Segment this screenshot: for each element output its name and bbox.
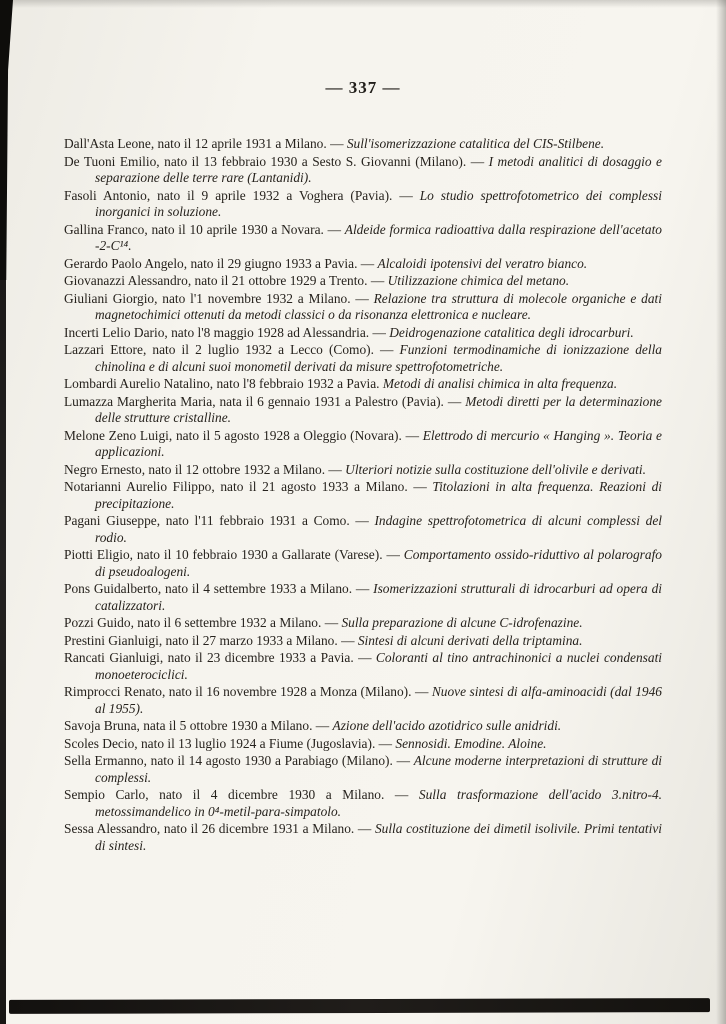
entry-lead: Pozzi Guido, nato il 6 settembre 1932 a Milano. — [64, 615, 342, 630]
entry-title: Alcune moderne interpretazioni di strutture di complessi. [95, 753, 662, 785]
entry [64, 428, 662, 461]
entry-title: Azione dell'acido azotidrico sulle anidridi. [332, 718, 562, 733]
entry [64, 222, 662, 255]
scan-left-corner-mark [0, 0, 13, 280]
entry [64, 342, 662, 375]
entry-lead: Sessa Alessandro, nato il 26 dicembre 1931 a Milano. — [64, 821, 375, 836]
entry-list [64, 136, 662, 855]
entry-lead: Piotti Eligio, nato il 10 febbraio 1930 a Gallarate (Varese). — [64, 547, 404, 562]
entry-title: Sintesi di alcuni derivati della triptamina. [357, 632, 583, 648]
entry-lead: Rancati Gianluigi, nato il 23 dicembre 1933 a Pavia. — [64, 650, 376, 665]
entry-title: Sulla preparazione di alcune C-idrofenazine. [341, 615, 583, 630]
entry-title: Alcaloidi ipotensivi del veratro bianco. [377, 255, 588, 271]
entry [64, 376, 662, 393]
entry-title: Nuove sintesi di alfa-aminoacidi (dal 1946 al 1955). [95, 684, 662, 716]
entry [64, 394, 662, 427]
scan-bottom-band [9, 998, 710, 1014]
entry [64, 547, 662, 580]
entry-lead: Scoles Decio, nato il 13 luglio 1924 a Fiume (Jugoslavia). — [64, 735, 396, 751]
entry [64, 650, 662, 683]
entry [64, 684, 662, 717]
entry [64, 633, 662, 650]
entry [64, 256, 662, 273]
entry-title: Sull'isomerizzazione catalitica del CIS-Stilbene. [346, 136, 605, 151]
entry-lead: Sempio Carlo, nato il 4 dicembre 1930 a Milano. — [64, 787, 419, 802]
entry-lead: Pagani Giuseppe, nato l'11 febbraio 1931 a Como. — [64, 513, 375, 528]
entry-lead: Pons Guidalberto, nato il 4 settembre 1933 a Milano. — [64, 581, 374, 596]
entry [64, 154, 662, 187]
entry-lead: Sella Ermanno, nato il 14 agosto 1930 a Parabiago (Milano). — [64, 753, 414, 768]
entry [64, 821, 662, 854]
entry-title: Utilizzazione chimica del metano. [387, 273, 570, 288]
scan-top-shadow [0, 0, 726, 8]
entry-title: Coloranti al tino antrachinonici a nuclei condensati monoeterociclici. [95, 650, 663, 682]
entry [64, 753, 662, 786]
entry [64, 479, 662, 512]
entry-title: Isomerizzazioni strutturali di idrocarburi ad opera di catalizzatori. [95, 581, 663, 613]
entry-title: Comportamento ossido-riduttivo al polarografo di pseudoalogeni. [95, 547, 662, 579]
entry-lead: Lumazza Margherita Maria, nata il 6 gennaio 1931 a Palestro (Pavia). — [64, 393, 466, 409]
entry-title: Titolazioni in alta frequenza. Reazioni di precipitazione. [95, 479, 662, 511]
entry [64, 736, 662, 753]
entry-lead: Fasoli Antonio, nato il 9 aprile 1932 a Voghera (Pavia). — [64, 187, 420, 203]
entry-title: Sulla costituzione dei dimetil isolivile. Primi tentativi di sintesi. [95, 821, 662, 853]
scan-right-shadow [716, 0, 726, 1024]
entry-title: Elettrodo di mercurio « Hanging ». Teoria e applicazioni. [95, 427, 663, 459]
entry [64, 291, 662, 324]
entry-lead: De Tuoni Emilio, nato il 13 febbraio 1930 a Sesto S. Giovanni (Milano). — [64, 153, 489, 169]
entry-title: Lo studio spettrofotometrico dei complessi inorganici in soluzione. [95, 187, 662, 219]
entry-lead: Melone Zeno Luigi, nato il 5 agosto 1928 a Oleggio (Novara). — [64, 427, 423, 443]
entry-lead: Gerardo Paolo Angelo, nato il 29 giugno 1933 a Pavia. — [64, 255, 378, 271]
entry-lead: Lombardi Aurelio Natalino, nato l'8 febbraio 1932 a Pavia. [64, 376, 383, 391]
entry-lead: Prestini Gianluigi, nato il 27 marzo 1933 a Milano. — [64, 632, 358, 648]
entry-title: Sennosidi. Emodine. Aloine. [395, 735, 547, 751]
entry-lead: Lazzari Ettore, nato il 2 luglio 1932 a Lecco (Como). — [64, 342, 400, 357]
entry-lead: Gallina Franco, nato il 10 aprile 1930 a Novara. — [64, 221, 345, 237]
entry [64, 513, 662, 546]
entry-lead: Negro Ernesto, nato il 12 ottobre 1932 a Milano. — [64, 461, 346, 477]
entry-lead: Incerti Lelio Dario, nato l'8 maggio 1928 ad Alessandria. — [64, 324, 390, 340]
entry-lead: Savoja Bruna, nata il 5 ottobre 1930 a Milano. — [64, 718, 333, 733]
entry-lead: Giovanazzi Alessandro, nato il 21 ottobre 1929 a Trento. — [64, 273, 388, 288]
entry [64, 718, 662, 735]
entry [64, 325, 662, 342]
entry-title: Relazione tra struttura di molecole organiche e dati magnetochimici ottenuti da metodi classici o da risonanza elettronica e nucleare. [95, 290, 662, 322]
entry-title: Funzioni termodinamiche di ionizzazione della chinolina e di alcuni suoi monometil derivati da misure spettrofotometriche. [95, 342, 662, 374]
entry-lead: Notarianni Aurelio Filippo, nato il 21 agosto 1933 a Milano. — [64, 479, 433, 494]
entry [64, 136, 662, 153]
entry-lead: Dall'Asta Leone, nato il 12 aprile 1931 a Milano. — [64, 136, 347, 151]
entry [64, 273, 662, 290]
entry-title: Indagine spettrofotometrica di alcuni complessi del rodio. [95, 513, 662, 545]
page-number: — 337 — [325, 78, 401, 97]
entry [64, 462, 662, 479]
entry-lead: Rimprocci Renato, nato il 16 novembre 1928 a Monza (Milano). — [64, 684, 432, 699]
entry [64, 615, 662, 632]
entry [64, 581, 662, 614]
entry-title: I metodi analitici di dosaggio e separazione delle terre rare (Lantanidi). [95, 153, 662, 185]
entry [64, 787, 662, 820]
entry-title: Metodi di analisi chimica in alta frequenza. [382, 376, 618, 391]
entry-title: Deidrogenazione catalitica degli idrocarburi. [389, 324, 634, 340]
entry-title: Metodi diretti per la determinazione delle strutture cristalline. [95, 393, 662, 425]
entry-title: Ulteriori notizie sulla costituzione dell'olivile e derivati. [345, 461, 646, 477]
entry-title: Sulla trasformazione dell'acido 3.nitro-4. metossimandelico in 0⁴-metil-para-simpatolo. [95, 787, 662, 819]
entry-title: Aldeide formica radioattiva dalla respirazione dell'acetato -2-C¹⁴. [95, 221, 662, 253]
entry [64, 188, 662, 221]
entry-lead: Giuliani Giorgio, nato l'1 novembre 1932 a Milano. — [64, 290, 374, 306]
